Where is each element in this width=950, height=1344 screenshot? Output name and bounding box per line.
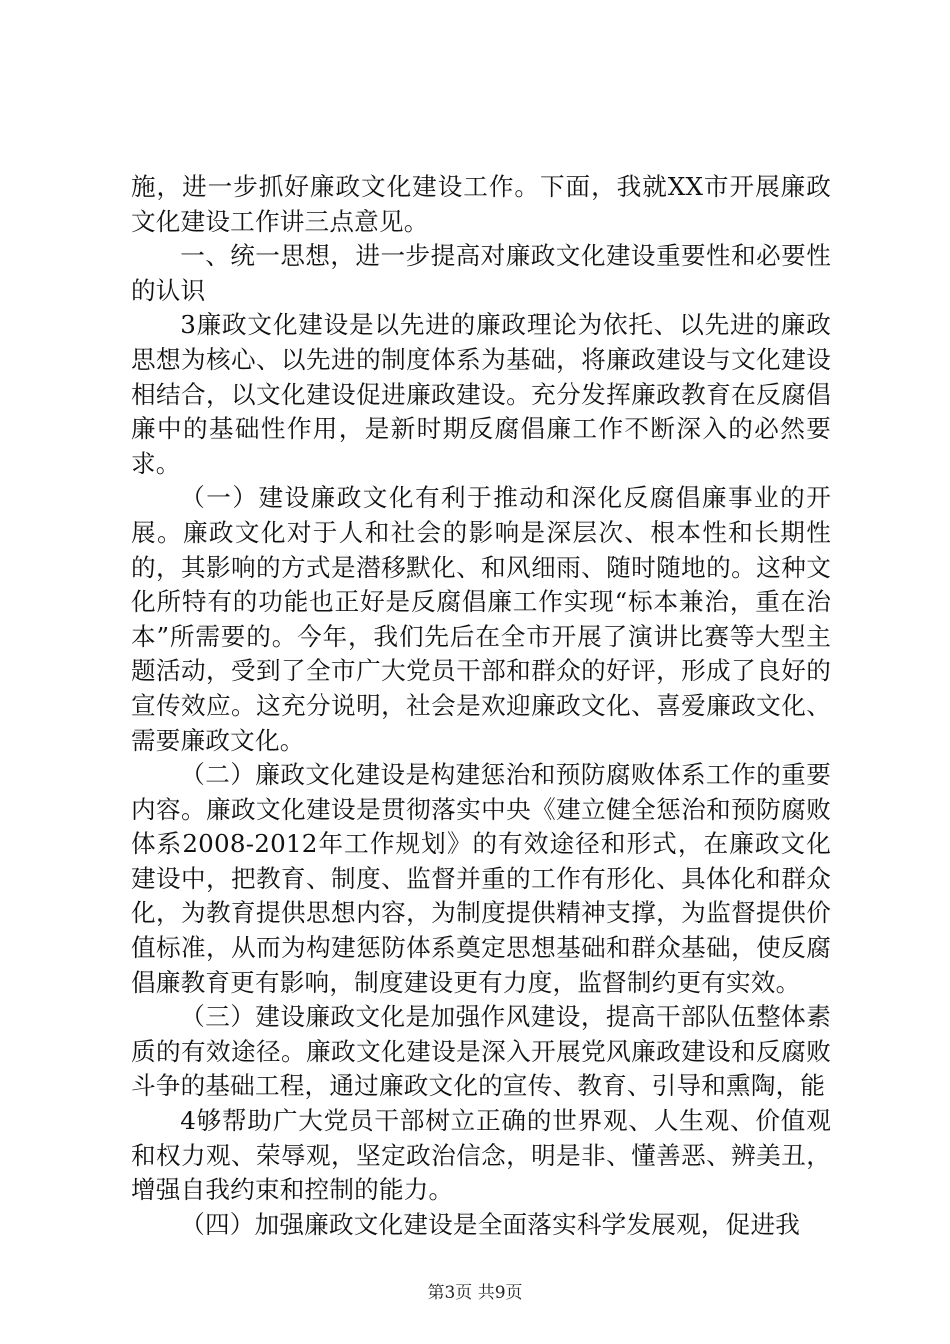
section-heading: 一、统一思想，进一步提高对廉政文化建设重要性和必要性的认识 — [131, 241, 831, 305]
document-body — [131, 170, 831, 1242]
paragraph-intro: 3廉政文化建设是以先进的廉政理论为依托、以先进的廉政思想为核心、以先进的制度体系为基础，将廉政建设与文化建设相结合，以文化建设促进廉政建设。充分发挥廉政教育在反腐倡廉中的基础性作用，是新时期反腐倡廉工作不断深入的必然要求。 — [131, 310, 831, 478]
paragraph-point-4: （四）加强廉政文化建设是全面落实科学发展观，促进我 — [180, 1209, 801, 1239]
paragraph-point-2: （二）廉政文化建设是构建惩治和预防腐败体系工作的重要内容。廉政文化建设是贯彻落实中央《建立健全惩治和预防腐败体系2008-2012年工作规划》的有效途径和形式，在廉政文化建设中，把教育、制度、监督并重的工作有形化、具体化和群众化，为教育提供思想内容，为制度提供精神支撑，为监督提供价值标准，从而为构建惩防体系奠定思想基础和群众基础，使反腐倡廉教育更有影响，制度建设更有力度，监督制约更有实效。 — [131, 760, 831, 997]
paragraph-point-1: （一）建设廉政文化有利于推动和深化反腐倡廉事业的开展。廉政文化对于人和社会的影响是深层次、根本性和长期性的，其影响的方式是潜移默化、和风细雨、随时随地的。这种文化所特有的功能也正好是反腐倡廉工作实现“标本兼治，重在治本”所需要的。今年，我们先后在全市开展了演讲比赛等大型主题活动，受到了全市广大党员干部和群众的好评，形成了良好的宣传效应。这充分说明，社会是欢迎廉政文化、喜爱廉政文化、需要廉政文化。 — [131, 483, 831, 755]
paragraph-continuation: 施，进一步抓好廉政文化建设工作。下面，我就XX市开展廉政文化建设工作讲三点意见。 — [131, 172, 831, 236]
paragraph-point-3: （三）建设廉政文化是加强作风建设，提高干部队伍整体素质的有效途径。廉政文化建设是深入开展党风廉政建设和反腐败斗争的基础工程，通过廉政文化的宣传、教育、引导和熏陶，能 — [131, 1002, 831, 1101]
page-footer: 第3页 共9页 — [427, 1283, 523, 1303]
paragraph-point-3-continued: 4够帮助广大党员干部树立正确的世界观、人生观、价值观和权力观、荣辱观，坚定政治信念，明是非、懂善恶、辨美丑，增强自我约束和控制的能力。 — [131, 1106, 831, 1205]
